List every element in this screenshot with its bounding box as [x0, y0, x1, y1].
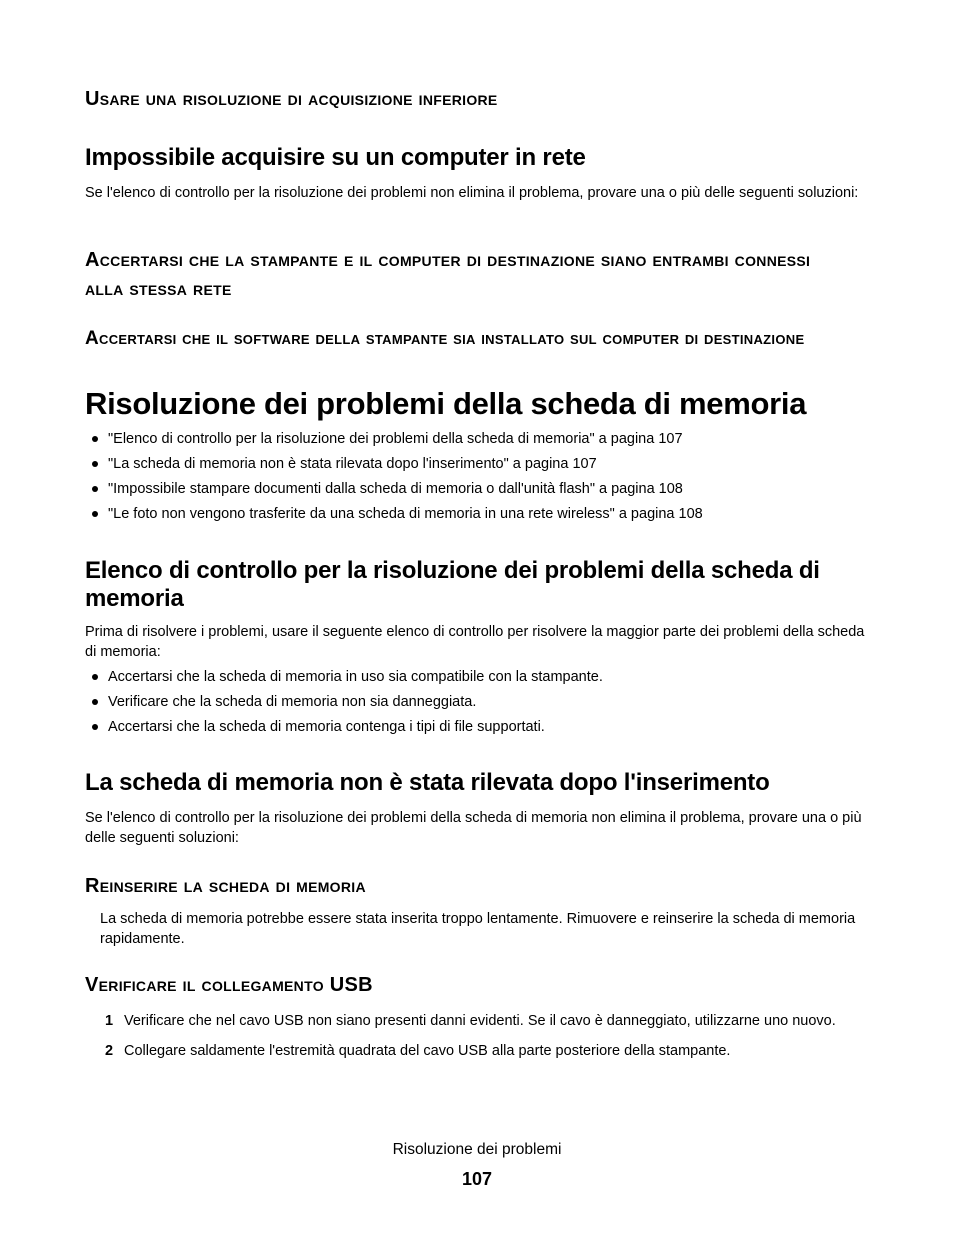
- link-text[interactable]: "Elenco di controllo per la risoluzione dei problemi della scheda di memoria" a pagina 107: [108, 431, 683, 447]
- step-number: 2: [105, 1043, 114, 1059]
- link-text[interactable]: "Le foto non vengono trasferite da una scheda di memoria in una rete wireless" a pagina 108: [108, 506, 703, 522]
- step-text: Verificare che nel cavo USB non siano presenti danni evidenti. Se il cavo è danneggiato, utilizzarne uno nuovo.: [124, 1013, 836, 1029]
- step-number: 1: [105, 1013, 114, 1029]
- heading-impossibile-acquisire: Impossibile acquisire su un computer in rete: [85, 144, 586, 171]
- link-text[interactable]: "La scheda di memoria non è stata rilevata dopo l'inserimento" a pagina 107: [108, 456, 597, 472]
- heading-non-rilevata: La scheda di memoria non è stata rilevata dopo l'inserimento: [85, 769, 770, 796]
- step-text: Collegare saldamente l'estremità quadrata del cavo USB alla parte posteriore della stampante.: [124, 1043, 731, 1059]
- subheading-usare-risoluzione: Usare una risoluzione di acquisizione inferiore: [85, 88, 498, 110]
- link-text[interactable]: "Impossibile stampare documenti dalla scheda di memoria o dall'unità flash" a pagina 108: [108, 481, 683, 497]
- heading-risoluzione-memoria: Risoluzione dei problemi della scheda di memoria: [85, 386, 807, 421]
- bullet-dot: [92, 461, 98, 467]
- bullet-dot: [92, 436, 98, 442]
- paragraph-impossibile-intro: Se l'elenco di controllo per la risoluzione dei problemi non elimina il problema, provare una o più delle seguenti soluzioni:: [85, 185, 859, 201]
- bullet-dot: [92, 486, 98, 492]
- subheading-accertarsi-rete-line2: alla stessa rete: [85, 278, 232, 300]
- bullet-dot: [92, 674, 98, 680]
- subheading-accertarsi-software: Accertarsi che il software della stampante sia installato sul computer di destinazione: [85, 328, 805, 349]
- paragraph-reinserire: La scheda di memoria potrebbe essere stata inserita troppo lentamente. Rimuovere e reinserire la scheda di memoria rapidamente.: [100, 911, 856, 947]
- bullet-dot: [92, 511, 98, 517]
- paragraph-elenco-intro: Prima di risolvere i problemi, usare il seguente elenco di controllo per risolvere la maggior parte dei problemi della scheda di memoria:: [85, 624, 865, 660]
- paragraph-non-rilevata-intro: Se l'elenco di controllo per la risoluzione dei problemi della scheda di memoria non elimina il problema, provare una o più delle seguenti soluzioni:: [85, 810, 862, 846]
- footer-chapter: Risoluzione dei problemi: [392, 1141, 562, 1158]
- list-item-text: Accertarsi che la scheda di memoria contenga i tipi di file supportati.: [108, 719, 545, 735]
- list-item-text: Accertarsi che la scheda di memoria in uso sia compatibile con la stampante.: [108, 669, 603, 685]
- bullet-dot: [92, 699, 98, 705]
- subheading-verificare-usb: Verificare il collegamento USB: [85, 974, 373, 996]
- subheading-accertarsi-rete-line1: Accertarsi che la stampante e il computer di destinazione siano entrambi connessi: [85, 249, 811, 271]
- list-item-text: Verificare che la scheda di memoria non sia danneggiata.: [108, 694, 477, 710]
- subheading-reinserire: Reinserire la scheda di memoria: [85, 875, 366, 897]
- heading-elenco-controllo: Elenco di controllo per la risoluzione dei problemi della scheda di memoria: [85, 557, 820, 612]
- page-number: 107: [461, 1169, 493, 1189]
- bullet-dot: [92, 724, 98, 730]
